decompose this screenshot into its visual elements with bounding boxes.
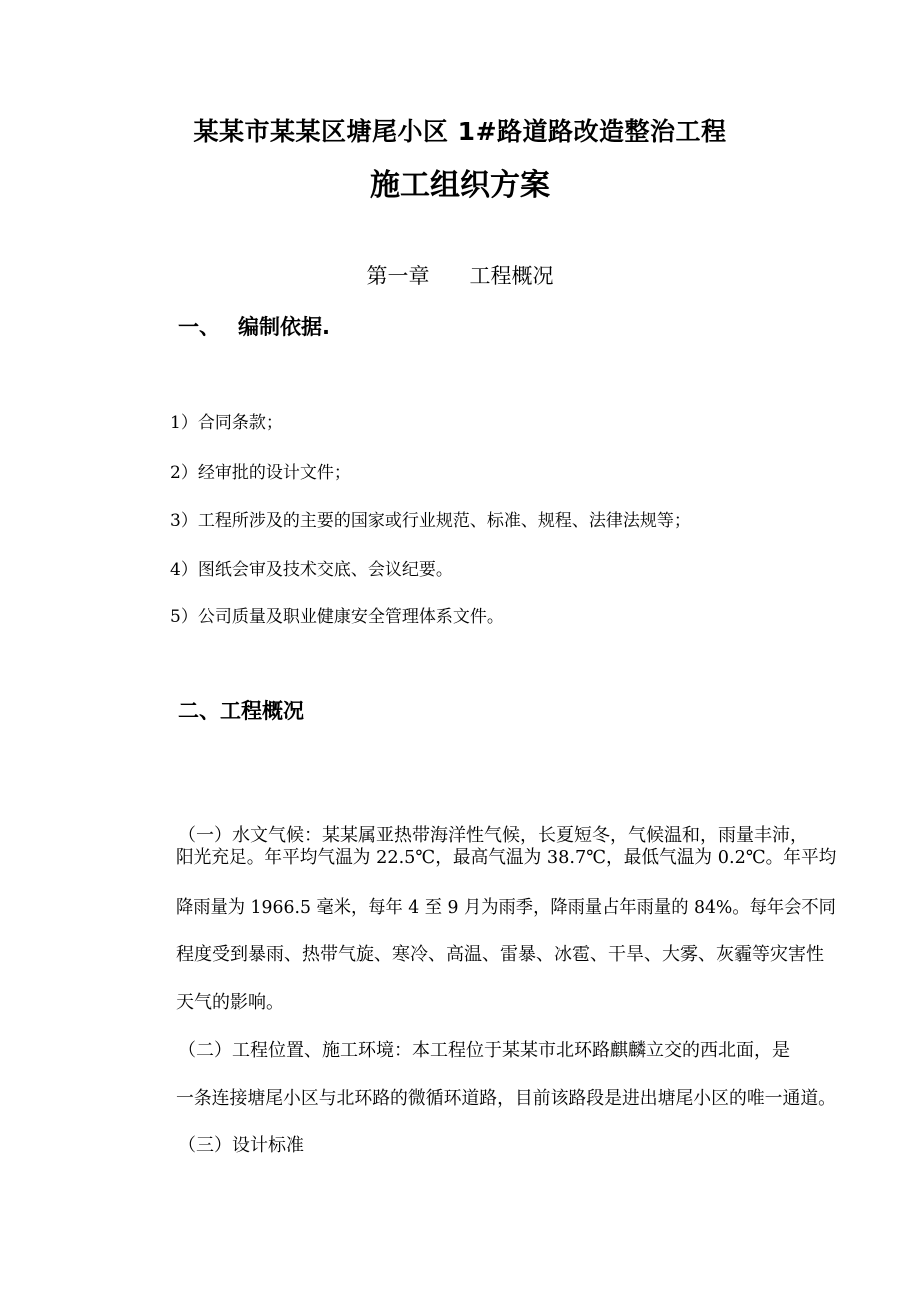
basis-item: 5）公司质量及职业健康安全管理体系文件。 bbox=[170, 607, 504, 627]
chapter-number: 第一章 bbox=[366, 264, 430, 288]
section-title: 编制依据. bbox=[238, 315, 330, 339]
chapter-name: 工程概况 bbox=[469, 264, 554, 288]
basis-item: 2）经审批的设计文件； bbox=[170, 463, 351, 483]
chapter-heading bbox=[0, 260, 920, 290]
paragraph-line: （三）设计标准 bbox=[178, 1135, 304, 1156]
paragraph-line: 一条连接塘尾小区与北环路的微循环道路，目前该路段是进出塘尾小区的唯一通道。 bbox=[176, 1088, 837, 1109]
document-title-line1: 某某市某某区塘尾小区 1#路道路改造整治工程 bbox=[193, 117, 727, 146]
basis-item: 3）工程所涉及的主要的国家或行业规范、标准、规程、法律法规等； bbox=[170, 511, 691, 531]
basis-item: 1）合同条款； bbox=[170, 413, 283, 433]
section-number: 一、 bbox=[178, 315, 220, 339]
section-heading-basis bbox=[178, 311, 330, 341]
document-title-line2: 施工组织方案 bbox=[370, 168, 550, 203]
paragraph-line: 降雨量为 1966.5 毫米，每年 4 至 9 月为雨季，降雨量占年雨量的 84%。每年会不同 bbox=[176, 897, 836, 918]
paragraph-line: （二）工程位置、施工环境：本工程位于某某市北环路麒麟立交的西北面，是 bbox=[178, 1040, 790, 1061]
paragraph-line: 阳光充足。年平均气温为 22.5℃，最高气温为 38.7℃，最低气温为 0.2℃。年平均 bbox=[176, 847, 837, 868]
paragraph-line: 天气的影响。 bbox=[176, 992, 284, 1013]
section-heading-overview: 二、工程概况 bbox=[178, 699, 304, 723]
basis-item: 4）图纸会审及技术交底、会议纪要。 bbox=[170, 560, 453, 580]
paragraph-line: 程度受到暴雨、热带气旋、寒冷、高温、雷暴、冰雹、干旱、大雾、灰霾等灾害性 bbox=[176, 944, 824, 965]
paragraph-line: （一）水文气候：某某属亚热带海洋性气候，长夏短冬，气候温和，雨量丰沛， bbox=[178, 825, 808, 846]
